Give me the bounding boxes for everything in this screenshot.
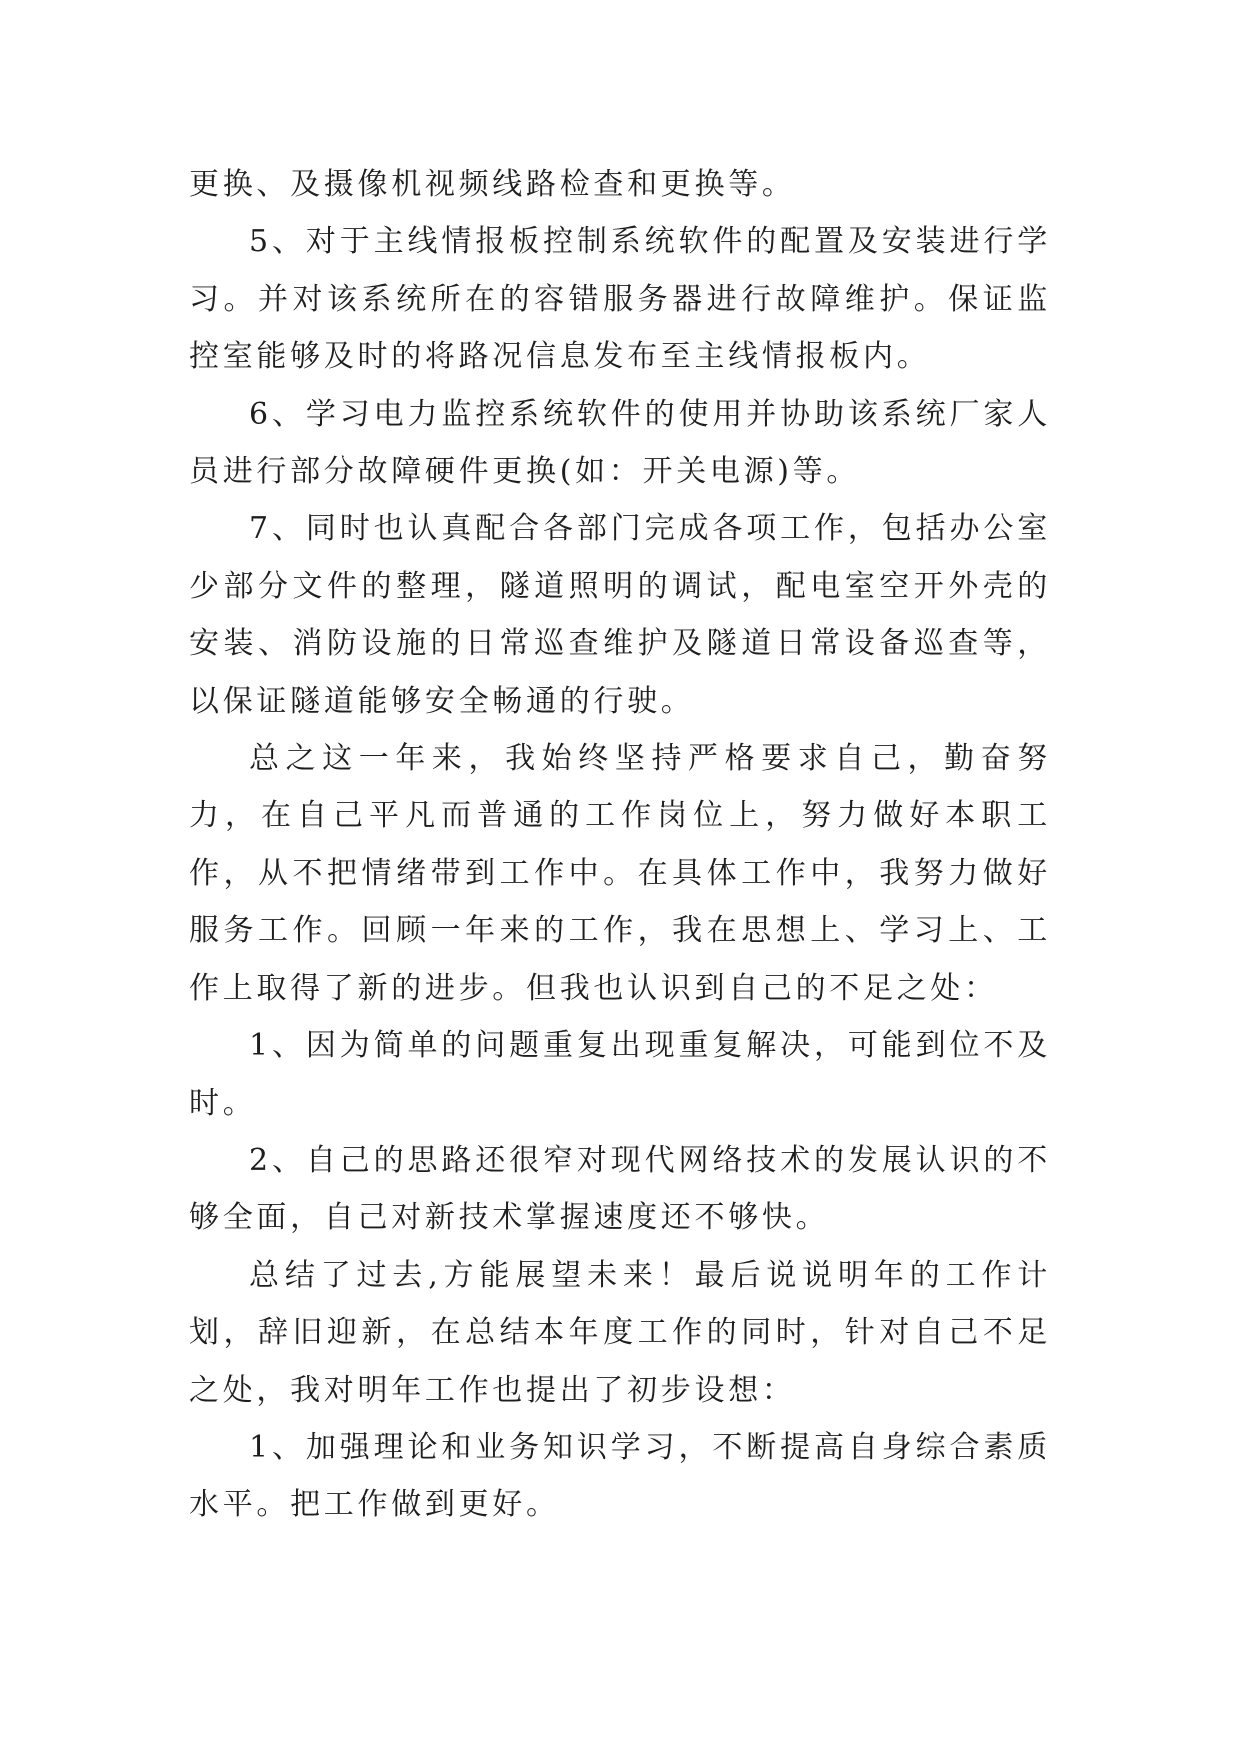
paragraph-shortcoming-1: 1、因为简单的问题重复出现重复解决，可能到位不及时。 (189, 1028, 1051, 1121)
paragraph-item-5: 5、对于主线情报板控制系统软件的配置及安装进行学习。并对该系统所在的容错服务器进行故障维护。保证监控室能够及时的将路况信息发布至主线情报板内。 (189, 224, 1051, 375)
paragraph-item-7: 7、同时也认真配合各部门完成各项工作，包括办公室少部分文件的整理，隧道照明的调试，配电室空开外壳的安装、消防设施的日常巡查维护及隧道日常设备巡查等，以保证隧道能够安全畅通的行驶。 (189, 511, 1051, 719)
paragraph-plan-1: 1、加强理论和业务知识学习，不断提高自身综合素质水平。把工作做到更好。 (189, 1429, 1051, 1523)
document-body (189, 156, 1051, 1534)
paragraph-item-6: 6、学习电力监控系统软件的使用并协助该系统厂家人员进行部分故障硬件更换(如：开关电源)等。 (189, 396, 1051, 490)
paragraph-shortcoming-2: 2、自己的思路还很窄对现代网络技术的发展认识的不够全面，自己对新技术掌握速度还不够快。 (189, 1142, 1051, 1236)
paragraph-outlook: 总结了过去,方能展望未来！最后说说明年的工作计划，辞旧迎新，在总结本年度工作的同时，针对自己不足之处，我对明年工作也提出了初步设想： (189, 1257, 1051, 1408)
paragraph-summary: 总之这一年来，我始终坚持严格要求自己，勤奋努力，在自己平凡而普通的工作岗位上，努力做好本职工作，从不把情绪带到工作中。在具体工作中，我努力做好服务工作。回顾一年来的工作，我在思想上、学习上、工作上取得了新的进步。但我也认识到自己的不足之处： (189, 741, 1051, 1006)
paragraph-continuation: 更换、及摄像机视频线路检查和更换等。 (189, 167, 796, 202)
